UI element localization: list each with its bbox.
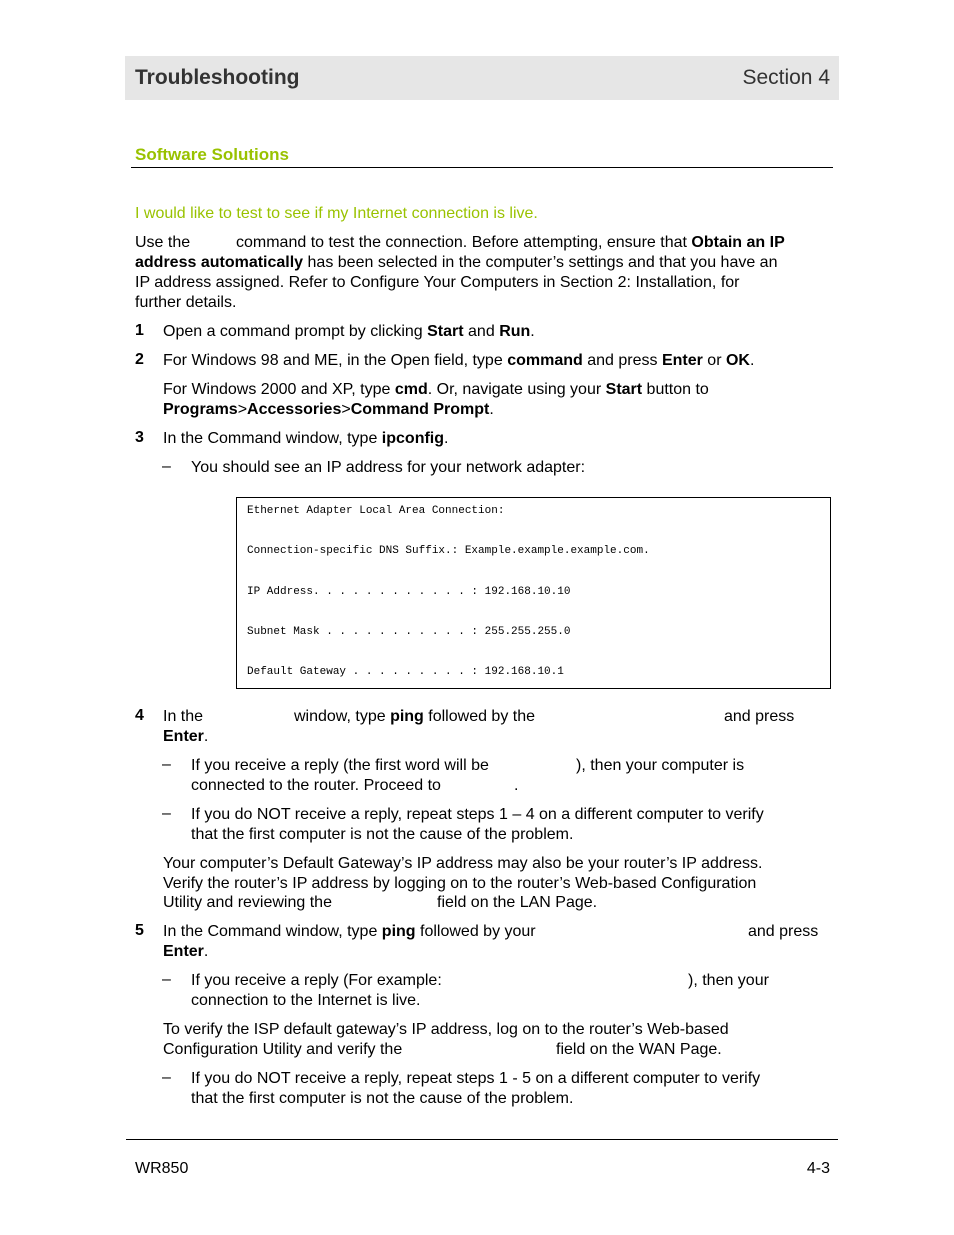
bullet-dash: – xyxy=(162,805,171,822)
header-section: Section 4 xyxy=(742,66,830,89)
footer-model: WR850 xyxy=(135,1160,189,1177)
step-number: 1 xyxy=(135,322,144,339)
step-number: 3 xyxy=(135,429,144,446)
step-4-sub-2: If you do NOT receive a reply, repeat steps 1 – 4 on a different computer to verify that the first computer is not the cause of the problem. xyxy=(191,806,764,843)
header-title: Troubleshooting xyxy=(135,66,300,89)
page-header xyxy=(125,56,839,100)
bullet-dash: – xyxy=(162,756,171,773)
code-line: Connection-specific DNS Suffix.: Example.example.example.com. xyxy=(247,545,650,557)
footer-page-number: 4-3 xyxy=(806,1160,830,1177)
step-4-text: In the xyxy=(163,708,204,725)
step-5-sub-1: If you receive a reply (For example: xyxy=(191,972,442,989)
question-text: I would like to test to see if my Internet connection is live. xyxy=(135,205,538,222)
step-1-text: Open a command prompt by clicking Start and Run. xyxy=(163,323,535,340)
step-4-sub-1: If you receive a reply (the first word will be xyxy=(191,757,489,774)
step-4-note: Your computer’s Default Gateway’s IP address may also be your router’s IP address. Verify the router’s IP address by logging on to the router’s Web-based Configuration xyxy=(163,855,763,892)
section-divider xyxy=(131,167,833,168)
code-line: IP Address. . . . . . . . . . . . : 192.168.10.10 xyxy=(247,586,571,598)
ipconfig-output-box xyxy=(236,497,831,689)
step-5-text: In the Command window, type ping followed by your xyxy=(163,923,536,940)
step-number: 2 xyxy=(135,351,144,368)
footer-divider xyxy=(126,1139,838,1140)
step-2-alt-text: For Windows 2000 and XP, type cmd. Or, navigate using your Start button to Programs>Accessories>Command Prompt. xyxy=(163,381,709,418)
step-3-text: In the Command window, type ipconfig. xyxy=(163,430,449,447)
section-heading: Software Solutions xyxy=(135,145,289,164)
step-5-note: To verify the ISP default gateway’s IP address, log on to the router’s Web-based xyxy=(163,1021,729,1038)
bullet-dash: – xyxy=(162,1069,171,1086)
step-2-text: For Windows 98 and ME, in the Open field, type command and press Enter or OK. xyxy=(163,352,755,369)
code-line: Ethernet Adapter Local Area Connection: xyxy=(247,505,505,517)
bullet-dash: – xyxy=(162,458,171,475)
step-number: 5 xyxy=(135,922,144,939)
step-5-sub-2: If you do NOT receive a reply, repeat steps 1 - 5 on a different computer to verify that the first computer is not the cause of the problem. xyxy=(191,1070,761,1107)
step-3-subtext: You should see an IP address for your network adapter: xyxy=(191,459,586,476)
code-line: Subnet Mask . . . . . . . . . . . : 255.255.255.0 xyxy=(247,626,571,638)
bullet-dash: – xyxy=(162,971,171,988)
step-number: 4 xyxy=(135,707,144,724)
code-line: Default Gateway . . . . . . . . . : 192.168.10.1 xyxy=(247,666,564,678)
